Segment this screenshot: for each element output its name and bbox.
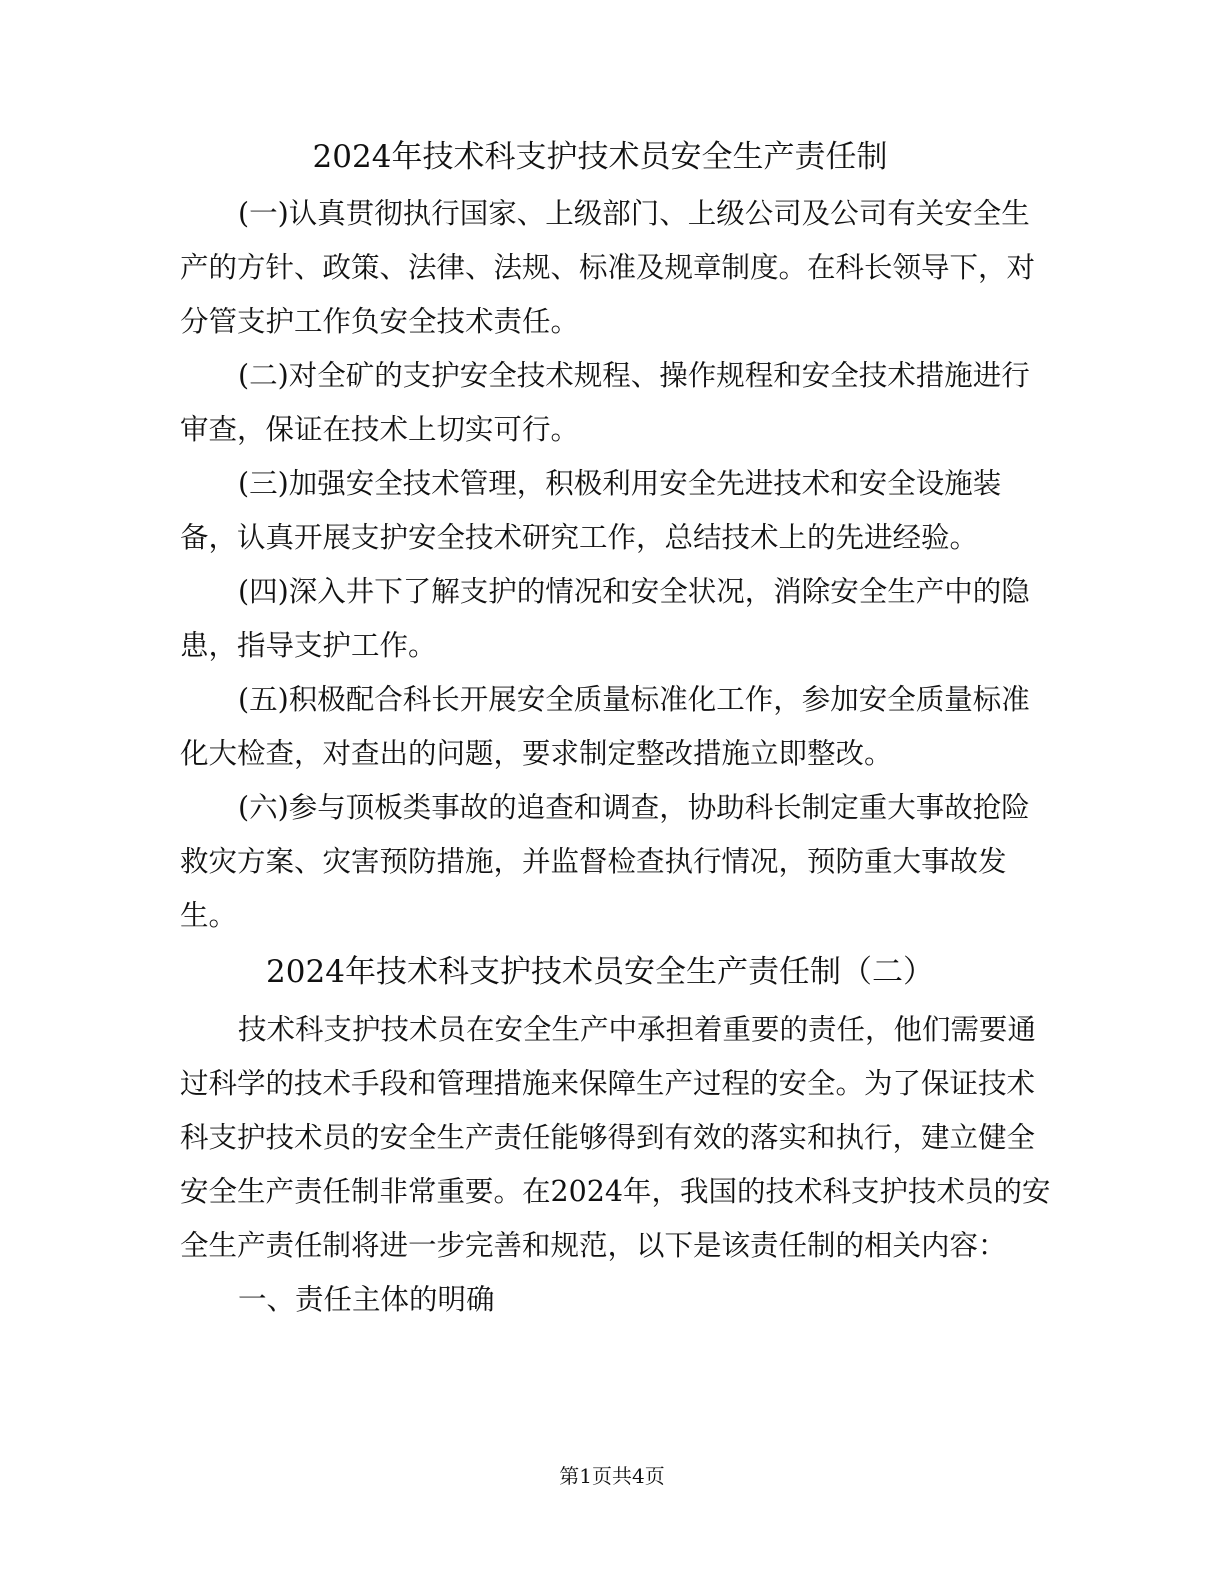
paragraph-line: (四)深入井下了解支护的情况和安全状况，消除安全生产中的隐 [238, 575, 1030, 608]
paragraph-5 [180, 673, 1030, 781]
paragraph-line: 生。 [180, 899, 238, 932]
paragraph-line: 产的方针、政策、法律、法规、标准及规章制度。在科长领导下，对 [180, 251, 1036, 284]
paragraph-line: (三)加强安全技术管理，积极利用安全先进技术和安全设施装 [238, 467, 1002, 500]
paragraph-2 [180, 349, 1030, 457]
paragraph-line: 救灾方案、灾害预防措施，并监督检查执行情况，预防重大事故发 [180, 845, 1007, 878]
paragraph-line: (一)认真贯彻执行国家、上级部门、上级公司及公司有关安全生 [238, 197, 1030, 230]
paragraph-6 [180, 781, 1030, 943]
paragraph-line: (二)对全矿的支护安全技术规程、操作规程和安全技术措施进行 [238, 359, 1030, 392]
paragraph-line: 过科学的技术手段和管理措施来保障生产过程的安全。为了保证技术 [180, 1067, 1036, 1100]
paragraph-line: 科支护技术员的安全生产责任能够得到有效的落实和执行，建立健全 [180, 1121, 1036, 1154]
section-2-body [180, 1003, 1051, 1327]
document-title: 2024年技术科支护技术员安全生产责任制 [312, 139, 888, 175]
paragraph-line: 全生产责任制将进一步完善和规范，以下是该责任制的相关内容： [180, 1229, 1007, 1262]
paragraph-line: 分管支护工作负安全技术责任。 [180, 305, 580, 338]
paragraph-line: (五)积极配合科长开展安全质量标准化工作，参加安全质量标准 [238, 683, 1030, 716]
paragraph-line: 安全生产责任制非常重要。在2024年，我国的技术科支护技术员的安 [180, 1175, 1051, 1208]
paragraph-line: 技术科支护技术员在安全生产中承担着重要的责任，他们需要通 [238, 1013, 1037, 1046]
section-2-title: 2024年技术科支护技术员安全生产责任制（二） [266, 954, 934, 990]
paragraph-4 [180, 565, 1030, 673]
paragraph-line: (六)参与顶板类事故的追查和调查，协助科长制定重大事故抢险 [238, 791, 1030, 824]
paragraph-intro [180, 1003, 1051, 1273]
page-number: 第1页共4页 [559, 1464, 665, 1488]
paragraph-line: 一、责任主体的明确 [238, 1283, 495, 1316]
paragraph-line: 化大检查，对查出的问题，要求制定整改措施立即整改。 [180, 737, 893, 770]
paragraph-line: 备，认真开展支护安全技术研究工作，总结技术上的先进经验。 [180, 521, 979, 554]
paragraph-1 [180, 187, 1036, 349]
paragraph-3 [180, 457, 1030, 565]
section-1-body [180, 187, 1036, 943]
paragraph-line: 患，指导支护工作。 [180, 629, 437, 662]
paragraph-line: 审查，保证在技术上切实可行。 [180, 413, 580, 446]
subheading-responsibility-subject [180, 1273, 1030, 1327]
